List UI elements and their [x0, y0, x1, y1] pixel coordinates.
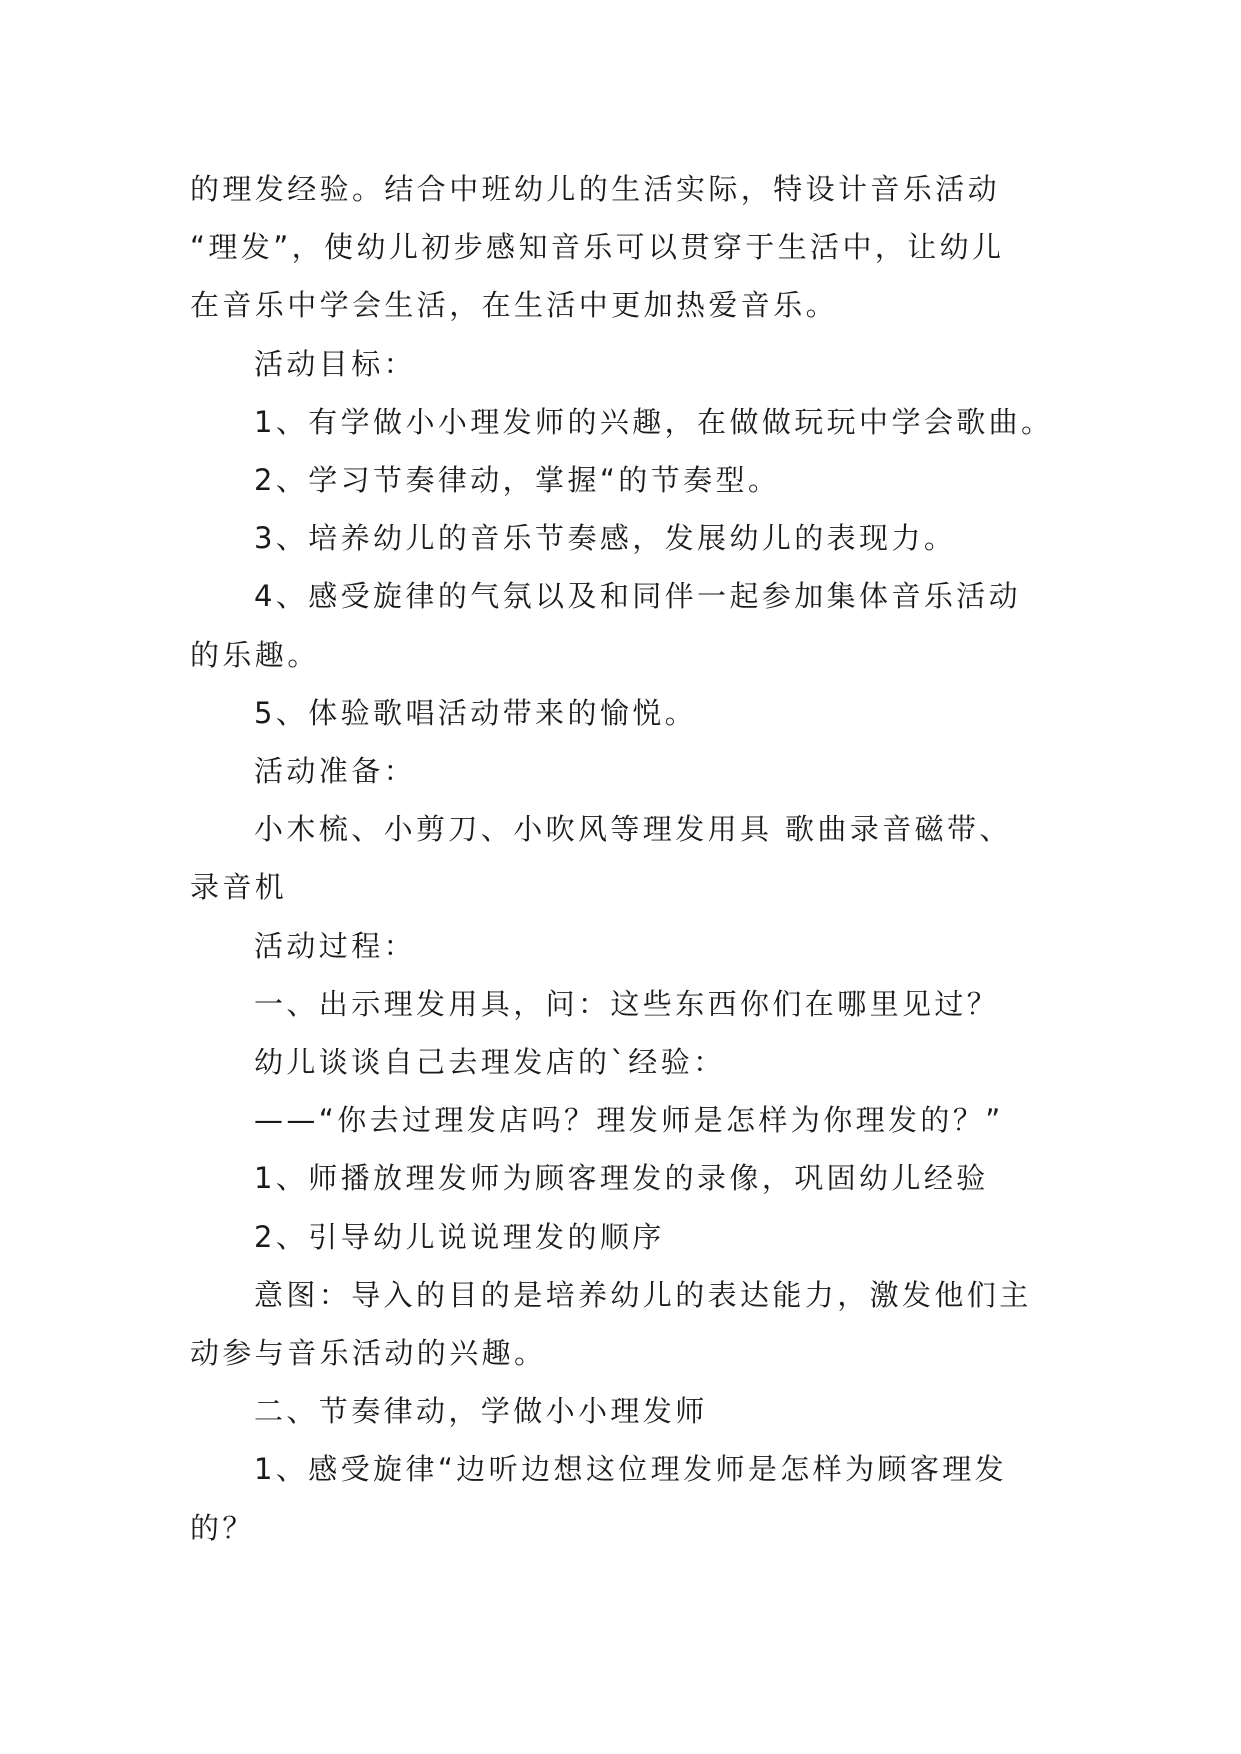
list-item: 1、感受旋律“边听边想这位理发师是怎样为顾客理发 [254, 1452, 1008, 1487]
text-line: 小木梳、小剪刀、小吹风等理发用具 歌曲录音磁带、 [254, 812, 1012, 847]
text-line: 幼儿谈谈自己去理发店的`经验： [254, 1045, 726, 1080]
list-item: 4、感受旋律的气氛以及和同伴一起参加集体音乐活动 [254, 579, 1022, 614]
section-heading-preparation: 活动准备： [254, 754, 417, 789]
list-item: 1、师播放理发师为顾客理发的录像，巩固幼儿经验 [254, 1161, 989, 1196]
list-item: 5、体验歌唱活动带来的愉悦。 [254, 695, 698, 730]
document-body [190, 160, 1070, 1557]
text-line: 在音乐中学会生活，在生活中更加热爱音乐。 [190, 288, 839, 323]
text-line: 意图：导入的目的是培养幼儿的表达能力，激发他们主 [254, 1277, 1032, 1312]
text-line: 的乐趣。 [190, 637, 320, 672]
text-line: 的理发经验。结合中班幼儿的生活实际，特设计音乐活动 [190, 172, 1001, 206]
text-line: 动参与音乐活动的兴趣。 [190, 1336, 547, 1371]
list-item: 一、出示理发用具，问：这些东西你们在哪里见过？ [254, 986, 1000, 1021]
section-heading-process: 活动过程： [254, 928, 417, 963]
list-item: 二、节奏律动，学做小小理发师 [254, 1394, 708, 1429]
text-line: 录音机 [190, 870, 288, 905]
list-item: 2、学习节奏律动，掌握“的节奏型。 [254, 463, 781, 498]
text-line: “理发”，使幼儿初步感知音乐可以贯穿于生活中，让幼儿 [190, 230, 1005, 265]
list-item: 1、有学做小小理发师的兴趣，在做做玩玩中学会歌曲。 [254, 404, 1054, 439]
section-heading-objectives: 活动目标： [254, 346, 417, 381]
text-line: 的？ [190, 1510, 255, 1545]
quote-line: ——“你去过理发店吗？理发师是怎样为你理发的？” [254, 1103, 1004, 1138]
list-item: 2、引导幼儿说说理发的顺序 [254, 1219, 665, 1254]
list-item: 3、培养幼儿的音乐节奏感，发展幼儿的表现力。 [254, 521, 957, 556]
